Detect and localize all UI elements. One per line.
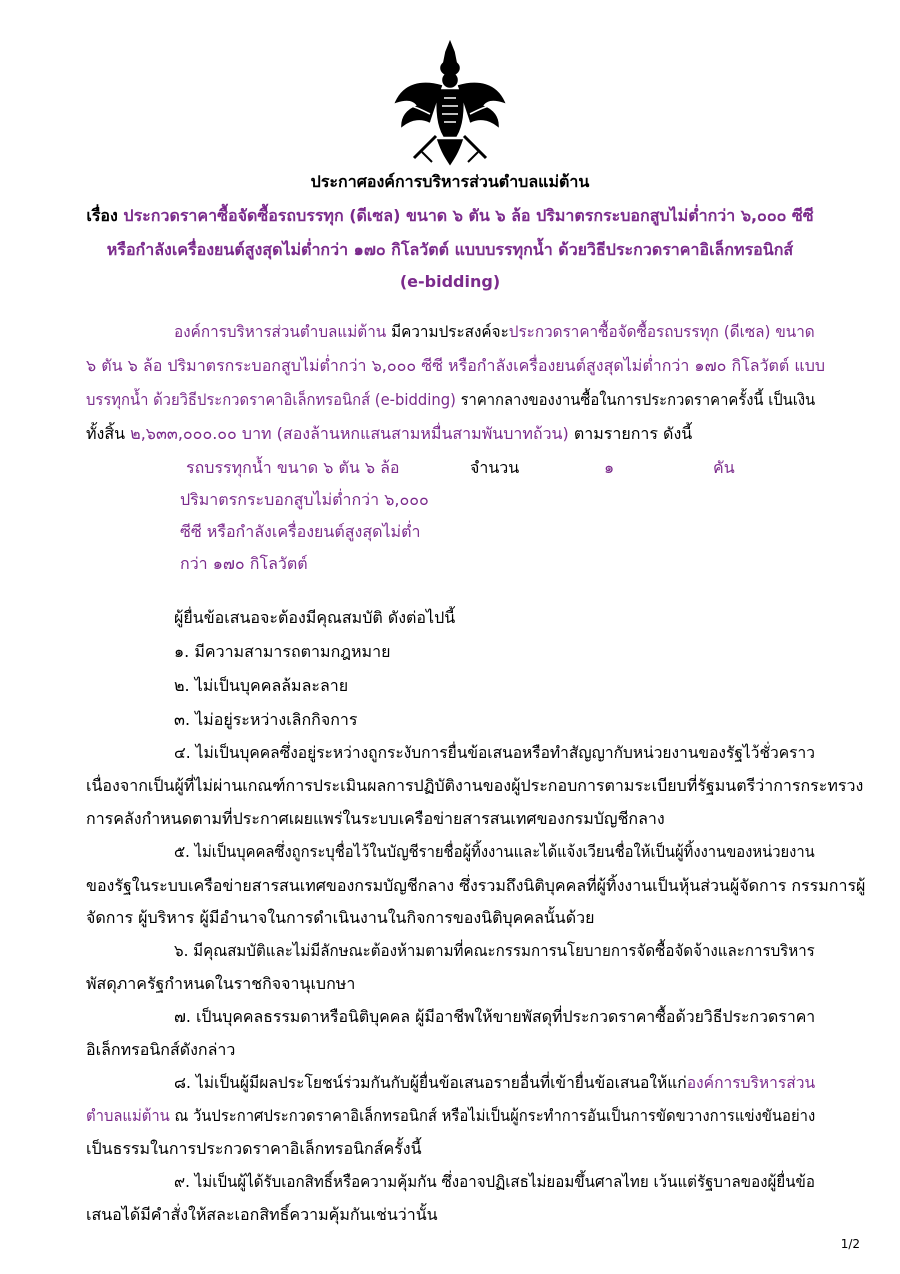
intro-text-cont: ราคากลางของงานซื้อในการประกวดราคาครั้งนี้ เป็นเงิน bbox=[455, 390, 816, 409]
subject-line-2: หรือกำลังเครื่องยนต์สูงสุดไม่ต่ำกว่า ๑๗๐ กิโลวัตต์ แบบบรรทุกน้ำ ด้วยวิธีประกวดราคาอิเล็กทรอนิกส์ bbox=[106, 240, 794, 259]
item-name-line-1: รถบรรทุกน้ำ ขนาด ๖ ตัน ๖ ล้อ bbox=[186, 458, 400, 477]
subject-label: เรื่อง bbox=[86, 206, 118, 225]
intro-line-4 bbox=[86, 422, 692, 447]
procurement-item: ประกวดราคาซื้อจัดซื้อรถบรรทุก (ดีเซล) ขนาด bbox=[508, 322, 815, 341]
qualification-8-line-1 bbox=[174, 1071, 815, 1096]
item-qty: ๑ bbox=[604, 458, 615, 477]
qualification-9-line-2: เสนอได้มีคำสั่งให้สละเอกสิทธิ์ความคุ้มกันเช่นว่านั้น bbox=[86, 1205, 438, 1224]
qualification-8-text: ๘. ไม่เป็นผู้มีผลประโยชน์ร่วมกันกับผู้ยื่นข้อเสนอรายอื่นที่เข้ายื่นข้อเสนอให้แก่ bbox=[174, 1073, 687, 1092]
document-title: ประกาศองค์การบริหารส่วนตำบลแม่ต้าน bbox=[310, 172, 590, 191]
item-unit: คัน bbox=[713, 458, 735, 477]
subject-text-1: ประกวดราคาซื้อจัดซื้อรถบรรทุก (ดีเซล) ขนาด ๖ ตัน ๖ ล้อ ปริมาตรกระบอกสูบไม่ต่ำกว่า ๖,๐๐๐ ซีซี bbox=[123, 206, 814, 225]
org-name: องค์การบริหารส่วนตำบลแม่ต้าน bbox=[174, 322, 387, 341]
intro-list-label: ตามรายการ ดังนี้ bbox=[568, 424, 693, 443]
qualification-7-line-2: อิเล็กทรอนิกส์ดังกล่าว bbox=[86, 1040, 236, 1059]
page-number: 1/2 bbox=[840, 1237, 860, 1251]
qualification-8-line-3: เป็นธรรมในการประกวดราคาอิเล็กทรอนิกส์ครั้งนี้ bbox=[86, 1139, 422, 1158]
budget-amount: ๒,๖๓๓,๐๐๐.๐๐ บาท (สองล้านหกแสนสามหมื่นสามพันบาทถ้วน) bbox=[130, 424, 569, 443]
item-name-line-4: กว่า ๑๗๐ กิโลวัตต์ bbox=[180, 554, 308, 573]
qualification-1: ๑. มีความสามารถตามกฎหมาย bbox=[174, 642, 391, 661]
qualification-8-org: องค์การบริหารส่วน bbox=[686, 1073, 816, 1092]
procurement-item-cont: บรรทุกน้ำ ด้วยวิธีประกวดราคาอิเล็กทรอนิกส์ (e-bidding) bbox=[86, 390, 456, 409]
qualification-5-line-2: ของรัฐในระบบเครือข่ายสารสนเทศของกรมบัญชีกลาง ซึ่งรวมถึงนิติบุคคลที่ผู้ทิ้งงานเป็นหุ้นส่วนผู้จัดการ กรรมการผู้ bbox=[86, 876, 866, 895]
qualification-8-line-2 bbox=[86, 1104, 815, 1129]
intro-text: มีความประสงค์จะ bbox=[386, 322, 509, 341]
qualification-7-line-1: ๗. เป็นบุคคลธรรมดาหรือนิติบุคคล ผู้มีอาชีพให้ขายพัสดุที่ประกวดราคาซื้อด้วยวิธีประกวดราคา bbox=[174, 1007, 816, 1026]
garuda-emblem-icon bbox=[392, 40, 508, 166]
qualification-8-text-cont: ณ วันประกาศประกวดราคาอิเล็กทรอนิกส์ หรือไม่เป็นผู้กระทำการอันเป็นการขัดขวางการแข่งขันอย่าง bbox=[169, 1106, 816, 1125]
subject-line-3: (e-bidding) bbox=[399, 272, 501, 291]
qualification-3: ๓. ไม่อยู่ระหว่างเลิกกิจการ bbox=[174, 710, 358, 729]
item-name-line-3: ซีซี หรือกำลังเครื่องยนต์สูงสุดไม่ต่ำ bbox=[180, 522, 421, 541]
qualification-4-line-2: เนื่องจากเป็นผู้ที่ไม่ผ่านเกณฑ์การประเมินผลการปฏิบัติงานของผู้ประกอบการตามระเบียบที่รัฐมนตรีว่าการกระทรวง bbox=[86, 776, 864, 795]
qualification-2: ๒. ไม่เป็นบุคคลล้มละลาย bbox=[174, 676, 349, 695]
qualification-5-line-1: ๕. ไม่เป็นบุคคลซึ่งถูกระบุชื่อไว้ในบัญชีรายชื่อผู้ทิ้งงานและได้แจ้งเวียนชื่อให้เป็นผู้ทิ้งงานของหน่วยงาน bbox=[174, 842, 815, 861]
qualification-8-org-cont: ตำบลแม่ต้าน bbox=[86, 1106, 170, 1125]
intro-line-3 bbox=[86, 388, 815, 413]
item-qty-label: จำนวน bbox=[470, 458, 520, 477]
qualification-6-line-1: ๖. มีคุณสมบัติและไม่มีลักษณะต้องห้ามตามที่คณะกรรมการนโยบายการจัดซื้อจัดจ้างและการบริหาร bbox=[174, 941, 815, 960]
qualifications-heading: ผู้ยื่นข้อเสนอจะต้องมีคุณสมบัติ ดังต่อไปนี้ bbox=[174, 608, 456, 627]
subject-line-1 bbox=[0, 204, 900, 229]
qualification-6-line-2: พัสดุภาครัฐกำหนดในราชกิจจานุเบกษา bbox=[86, 974, 356, 993]
qualification-4-line-1: ๔. ไม่เป็นบุคคลซึ่งอยู่ระหว่างถูกระงับการยื่นข้อเสนอหรือทำสัญญากับหน่วยงานของรัฐไว้ชั่วคราว bbox=[174, 743, 815, 762]
intro-line-1 bbox=[174, 320, 815, 345]
intro-line-2: ๖ ตัน ๖ ล้อ ปริมาตรกระบอกสูบไม่ต่ำกว่า ๖,๐๐๐ ซีซี หรือกำลังเครื่องยนต์สูงสุดไม่ต่ำกว่า ๑๗๐ กิโลวัตต์ แบบ bbox=[86, 356, 826, 375]
item-name-line-2: ปริมาตรกระบอกสูบไม่ต่ำกว่า ๖,๐๐๐ bbox=[180, 490, 429, 509]
intro-total-label: ทั้งสิ้น bbox=[86, 424, 131, 443]
qualification-4-line-3: การคลังกำหนดตามที่ประกาศเผยแพร่ในระบบเครือข่ายสารสนเทศของกรมบัญชีกลาง bbox=[86, 809, 665, 828]
qualification-5-line-3: จัดการ ผู้บริหาร ผู้มีอำนาจในการดำเนินงานในกิจการของนิติบุคคลนั้นด้วย bbox=[86, 908, 595, 927]
qualification-9-line-1: ๙. ไม่เป็นผู้ได้รับเอกสิทธิ์หรือความคุ้มกัน ซึ่งอาจปฏิเสธไม่ยอมขึ้นศาลไทย เว้นแต่รัฐบาลของผู้ยื่นข้อ bbox=[174, 1172, 815, 1191]
